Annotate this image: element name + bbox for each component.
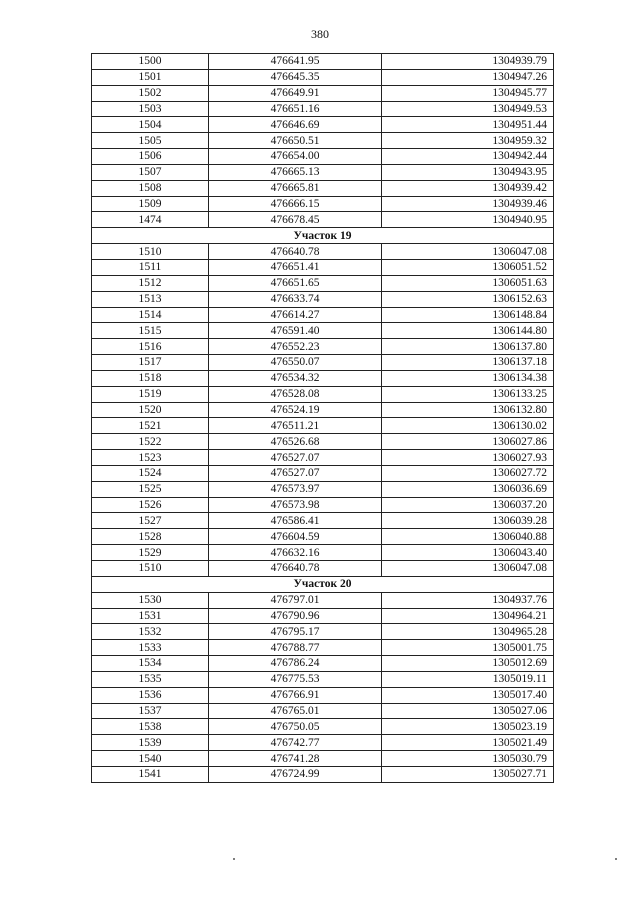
x-coordinate-cell: 476632.16: [209, 545, 382, 561]
y-coordinate-cell: 1306137.18: [382, 355, 554, 371]
table-row: [92, 307, 554, 323]
point-number-cell: 1512: [92, 275, 209, 291]
point-number-cell: 1526: [92, 497, 209, 513]
x-coordinate-cell: 476651.41: [209, 259, 382, 275]
point-number-cell: 1519: [92, 386, 209, 402]
table-row: [92, 687, 554, 703]
point-number-cell: 1501: [92, 69, 209, 85]
scan-speck: [233, 858, 235, 860]
table-row: [92, 671, 554, 687]
x-coordinate-cell: 476646.69: [209, 117, 382, 133]
x-coordinate-cell: 476614.27: [209, 307, 382, 323]
y-coordinate-cell: 1305027.71: [382, 766, 554, 782]
y-coordinate-cell: 1305023.19: [382, 719, 554, 735]
y-coordinate-cell: 1304965.28: [382, 624, 554, 640]
y-coordinate-cell: 1305012.69: [382, 656, 554, 672]
coordinates-table-body: [92, 54, 554, 783]
table-row: [92, 497, 554, 513]
y-coordinate-cell: 1306027.72: [382, 465, 554, 481]
table-row: [92, 402, 554, 418]
x-coordinate-cell: 476795.17: [209, 624, 382, 640]
y-coordinate-cell: 1305019.11: [382, 671, 554, 687]
point-number-cell: 1535: [92, 671, 209, 687]
point-number-cell: 1513: [92, 291, 209, 307]
y-coordinate-cell: 1304940.95: [382, 212, 554, 228]
point-number-cell: 1515: [92, 323, 209, 339]
y-coordinate-cell: 1306027.93: [382, 450, 554, 466]
x-coordinate-cell: 476724.99: [209, 766, 382, 782]
table-row: [92, 149, 554, 165]
point-number-cell: 1533: [92, 640, 209, 656]
x-coordinate-cell: 476665.13: [209, 164, 382, 180]
y-coordinate-cell: 1304939.79: [382, 54, 554, 70]
x-coordinate-cell: 476650.51: [209, 133, 382, 149]
table-row: [92, 291, 554, 307]
table-row: [92, 592, 554, 608]
x-coordinate-cell: 476742.77: [209, 735, 382, 751]
point-number-cell: 1527: [92, 513, 209, 529]
x-coordinate-cell: 476797.01: [209, 592, 382, 608]
point-number-cell: 1508: [92, 180, 209, 196]
x-coordinate-cell: 476591.40: [209, 323, 382, 339]
table-row: [92, 196, 554, 212]
table-row: [92, 180, 554, 196]
point-number-cell: 1540: [92, 751, 209, 767]
x-coordinate-cell: 476678.45: [209, 212, 382, 228]
table-row: [92, 434, 554, 450]
y-coordinate-cell: 1304945.77: [382, 85, 554, 101]
x-coordinate-cell: 476651.16: [209, 101, 382, 117]
table-row: [92, 69, 554, 85]
y-coordinate-cell: 1304949.53: [382, 101, 554, 117]
y-coordinate-cell: 1306051.52: [382, 259, 554, 275]
y-coordinate-cell: 1306047.08: [382, 561, 554, 577]
x-coordinate-cell: 476765.01: [209, 703, 382, 719]
y-coordinate-cell: 1304943.95: [382, 164, 554, 180]
y-coordinate-cell: 1306144.80: [382, 323, 554, 339]
point-number-cell: 1534: [92, 656, 209, 672]
table-row: [92, 133, 554, 149]
point-number-cell: 1503: [92, 101, 209, 117]
table-row: [92, 640, 554, 656]
point-number-cell: 1541: [92, 766, 209, 782]
point-number-cell: 1522: [92, 434, 209, 450]
scan-speck: [615, 858, 617, 860]
point-number-cell: 1511: [92, 259, 209, 275]
table-row: [92, 339, 554, 355]
x-coordinate-cell: 476786.24: [209, 656, 382, 672]
point-number-cell: 1521: [92, 418, 209, 434]
y-coordinate-cell: 1306027.86: [382, 434, 554, 450]
x-coordinate-cell: 476526.68: [209, 434, 382, 450]
y-coordinate-cell: 1304947.26: [382, 69, 554, 85]
x-coordinate-cell: 476775.53: [209, 671, 382, 687]
x-coordinate-cell: 476790.96: [209, 608, 382, 624]
y-coordinate-cell: 1305027.06: [382, 703, 554, 719]
table-row: [92, 101, 554, 117]
table-row: [92, 561, 554, 577]
table-row: [92, 54, 554, 70]
y-coordinate-cell: 1304959.32: [382, 133, 554, 149]
x-coordinate-cell: 476534.32: [209, 370, 382, 386]
table-row: [92, 164, 554, 180]
table-row: [92, 656, 554, 672]
table-row: [92, 529, 554, 545]
table-row: [92, 481, 554, 497]
point-number-cell: 1536: [92, 687, 209, 703]
table-row: [92, 545, 554, 561]
x-coordinate-cell: 476651.65: [209, 275, 382, 291]
point-number-cell: 1532: [92, 624, 209, 640]
x-coordinate-cell: 476640.78: [209, 244, 382, 260]
point-number-cell: 1507: [92, 164, 209, 180]
table-row: [92, 766, 554, 782]
x-coordinate-cell: 476573.97: [209, 481, 382, 497]
y-coordinate-cell: 1305030.79: [382, 751, 554, 767]
table-row: [92, 259, 554, 275]
x-coordinate-cell: 476645.35: [209, 69, 382, 85]
point-number-cell: 1528: [92, 529, 209, 545]
table-row: [92, 719, 554, 735]
point-number-cell: 1539: [92, 735, 209, 751]
table-row: [92, 244, 554, 260]
y-coordinate-cell: 1306043.40: [382, 545, 554, 561]
x-coordinate-cell: 476604.59: [209, 529, 382, 545]
x-coordinate-cell: 476511.21: [209, 418, 382, 434]
section-header-row: [92, 576, 554, 592]
table-row: [92, 323, 554, 339]
x-coordinate-cell: 476527.07: [209, 450, 382, 466]
point-number-cell: 1502: [92, 85, 209, 101]
x-coordinate-cell: 476527.07: [209, 465, 382, 481]
table-row: [92, 212, 554, 228]
x-coordinate-cell: 476586.41: [209, 513, 382, 529]
point-number-cell: 1506: [92, 149, 209, 165]
section-title: Участок 19: [92, 228, 554, 244]
point-number-cell: 1518: [92, 370, 209, 386]
table-row: [92, 465, 554, 481]
table-row: [92, 85, 554, 101]
point-number-cell: 1517: [92, 355, 209, 371]
table-row: [92, 751, 554, 767]
page-number: 380: [311, 27, 329, 41]
point-number-cell: 1510: [92, 561, 209, 577]
y-coordinate-cell: 1304939.42: [382, 180, 554, 196]
y-coordinate-cell: 1305021.49: [382, 735, 554, 751]
y-coordinate-cell: 1305001.75: [382, 640, 554, 656]
y-coordinate-cell: 1304939.46: [382, 196, 554, 212]
y-coordinate-cell: 1306040.88: [382, 529, 554, 545]
x-coordinate-cell: 476528.08: [209, 386, 382, 402]
x-coordinate-cell: 476766.91: [209, 687, 382, 703]
point-number-cell: 1504: [92, 117, 209, 133]
y-coordinate-cell: 1306132.80: [382, 402, 554, 418]
y-coordinate-cell: 1306047.08: [382, 244, 554, 260]
x-coordinate-cell: 476641.95: [209, 54, 382, 70]
x-coordinate-cell: 476550.07: [209, 355, 382, 371]
x-coordinate-cell: 476666.15: [209, 196, 382, 212]
point-number-cell: 1524: [92, 465, 209, 481]
y-coordinate-cell: 1304951.44: [382, 117, 554, 133]
x-coordinate-cell: 476741.28: [209, 751, 382, 767]
x-coordinate-cell: 476573.98: [209, 497, 382, 513]
y-coordinate-cell: 1304937.76: [382, 592, 554, 608]
y-coordinate-cell: 1306134.38: [382, 370, 554, 386]
x-coordinate-cell: 476524.19: [209, 402, 382, 418]
point-number-cell: 1530: [92, 592, 209, 608]
point-number-cell: 1538: [92, 719, 209, 735]
point-number-cell: 1525: [92, 481, 209, 497]
y-coordinate-cell: 1304964.21: [382, 608, 554, 624]
table-row: [92, 513, 554, 529]
table-row: [92, 386, 554, 402]
point-number-cell: 1537: [92, 703, 209, 719]
table-row: [92, 624, 554, 640]
y-coordinate-cell: 1306137.80: [382, 339, 554, 355]
table-row: [92, 450, 554, 466]
y-coordinate-cell: 1306130.02: [382, 418, 554, 434]
point-number-cell: 1529: [92, 545, 209, 561]
y-coordinate-cell: 1306037.20: [382, 497, 554, 513]
section-header-row: [92, 228, 554, 244]
table-row: [92, 370, 554, 386]
x-coordinate-cell: 476552.23: [209, 339, 382, 355]
point-number-cell: 1514: [92, 307, 209, 323]
table-row: [92, 735, 554, 751]
point-number-cell: 1505: [92, 133, 209, 149]
y-coordinate-cell: 1304942.44: [382, 149, 554, 165]
point-number-cell: 1509: [92, 196, 209, 212]
x-coordinate-cell: 476640.78: [209, 561, 382, 577]
x-coordinate-cell: 476788.77: [209, 640, 382, 656]
y-coordinate-cell: 1306039.28: [382, 513, 554, 529]
x-coordinate-cell: 476649.91: [209, 85, 382, 101]
point-number-cell: 1516: [92, 339, 209, 355]
point-number-cell: 1474: [92, 212, 209, 228]
y-coordinate-cell: 1306051.63: [382, 275, 554, 291]
table-row: [92, 117, 554, 133]
x-coordinate-cell: 476750.05: [209, 719, 382, 735]
y-coordinate-cell: 1305017.40: [382, 687, 554, 703]
x-coordinate-cell: 476654.00: [209, 149, 382, 165]
y-coordinate-cell: 1306152.63: [382, 291, 554, 307]
table-row: [92, 608, 554, 624]
point-number-cell: 1520: [92, 402, 209, 418]
section-title: Участок 20: [92, 576, 554, 592]
table-row: [92, 275, 554, 291]
y-coordinate-cell: 1306148.84: [382, 307, 554, 323]
table-row: [92, 418, 554, 434]
table-row: [92, 703, 554, 719]
point-number-cell: 1531: [92, 608, 209, 624]
x-coordinate-cell: 476665.81: [209, 180, 382, 196]
point-number-cell: 1500: [92, 54, 209, 70]
x-coordinate-cell: 476633.74: [209, 291, 382, 307]
y-coordinate-cell: 1306036.69: [382, 481, 554, 497]
table-row: [92, 355, 554, 371]
y-coordinate-cell: 1306133.25: [382, 386, 554, 402]
point-number-cell: 1510: [92, 244, 209, 260]
coordinates-table: [91, 53, 554, 783]
point-number-cell: 1523: [92, 450, 209, 466]
